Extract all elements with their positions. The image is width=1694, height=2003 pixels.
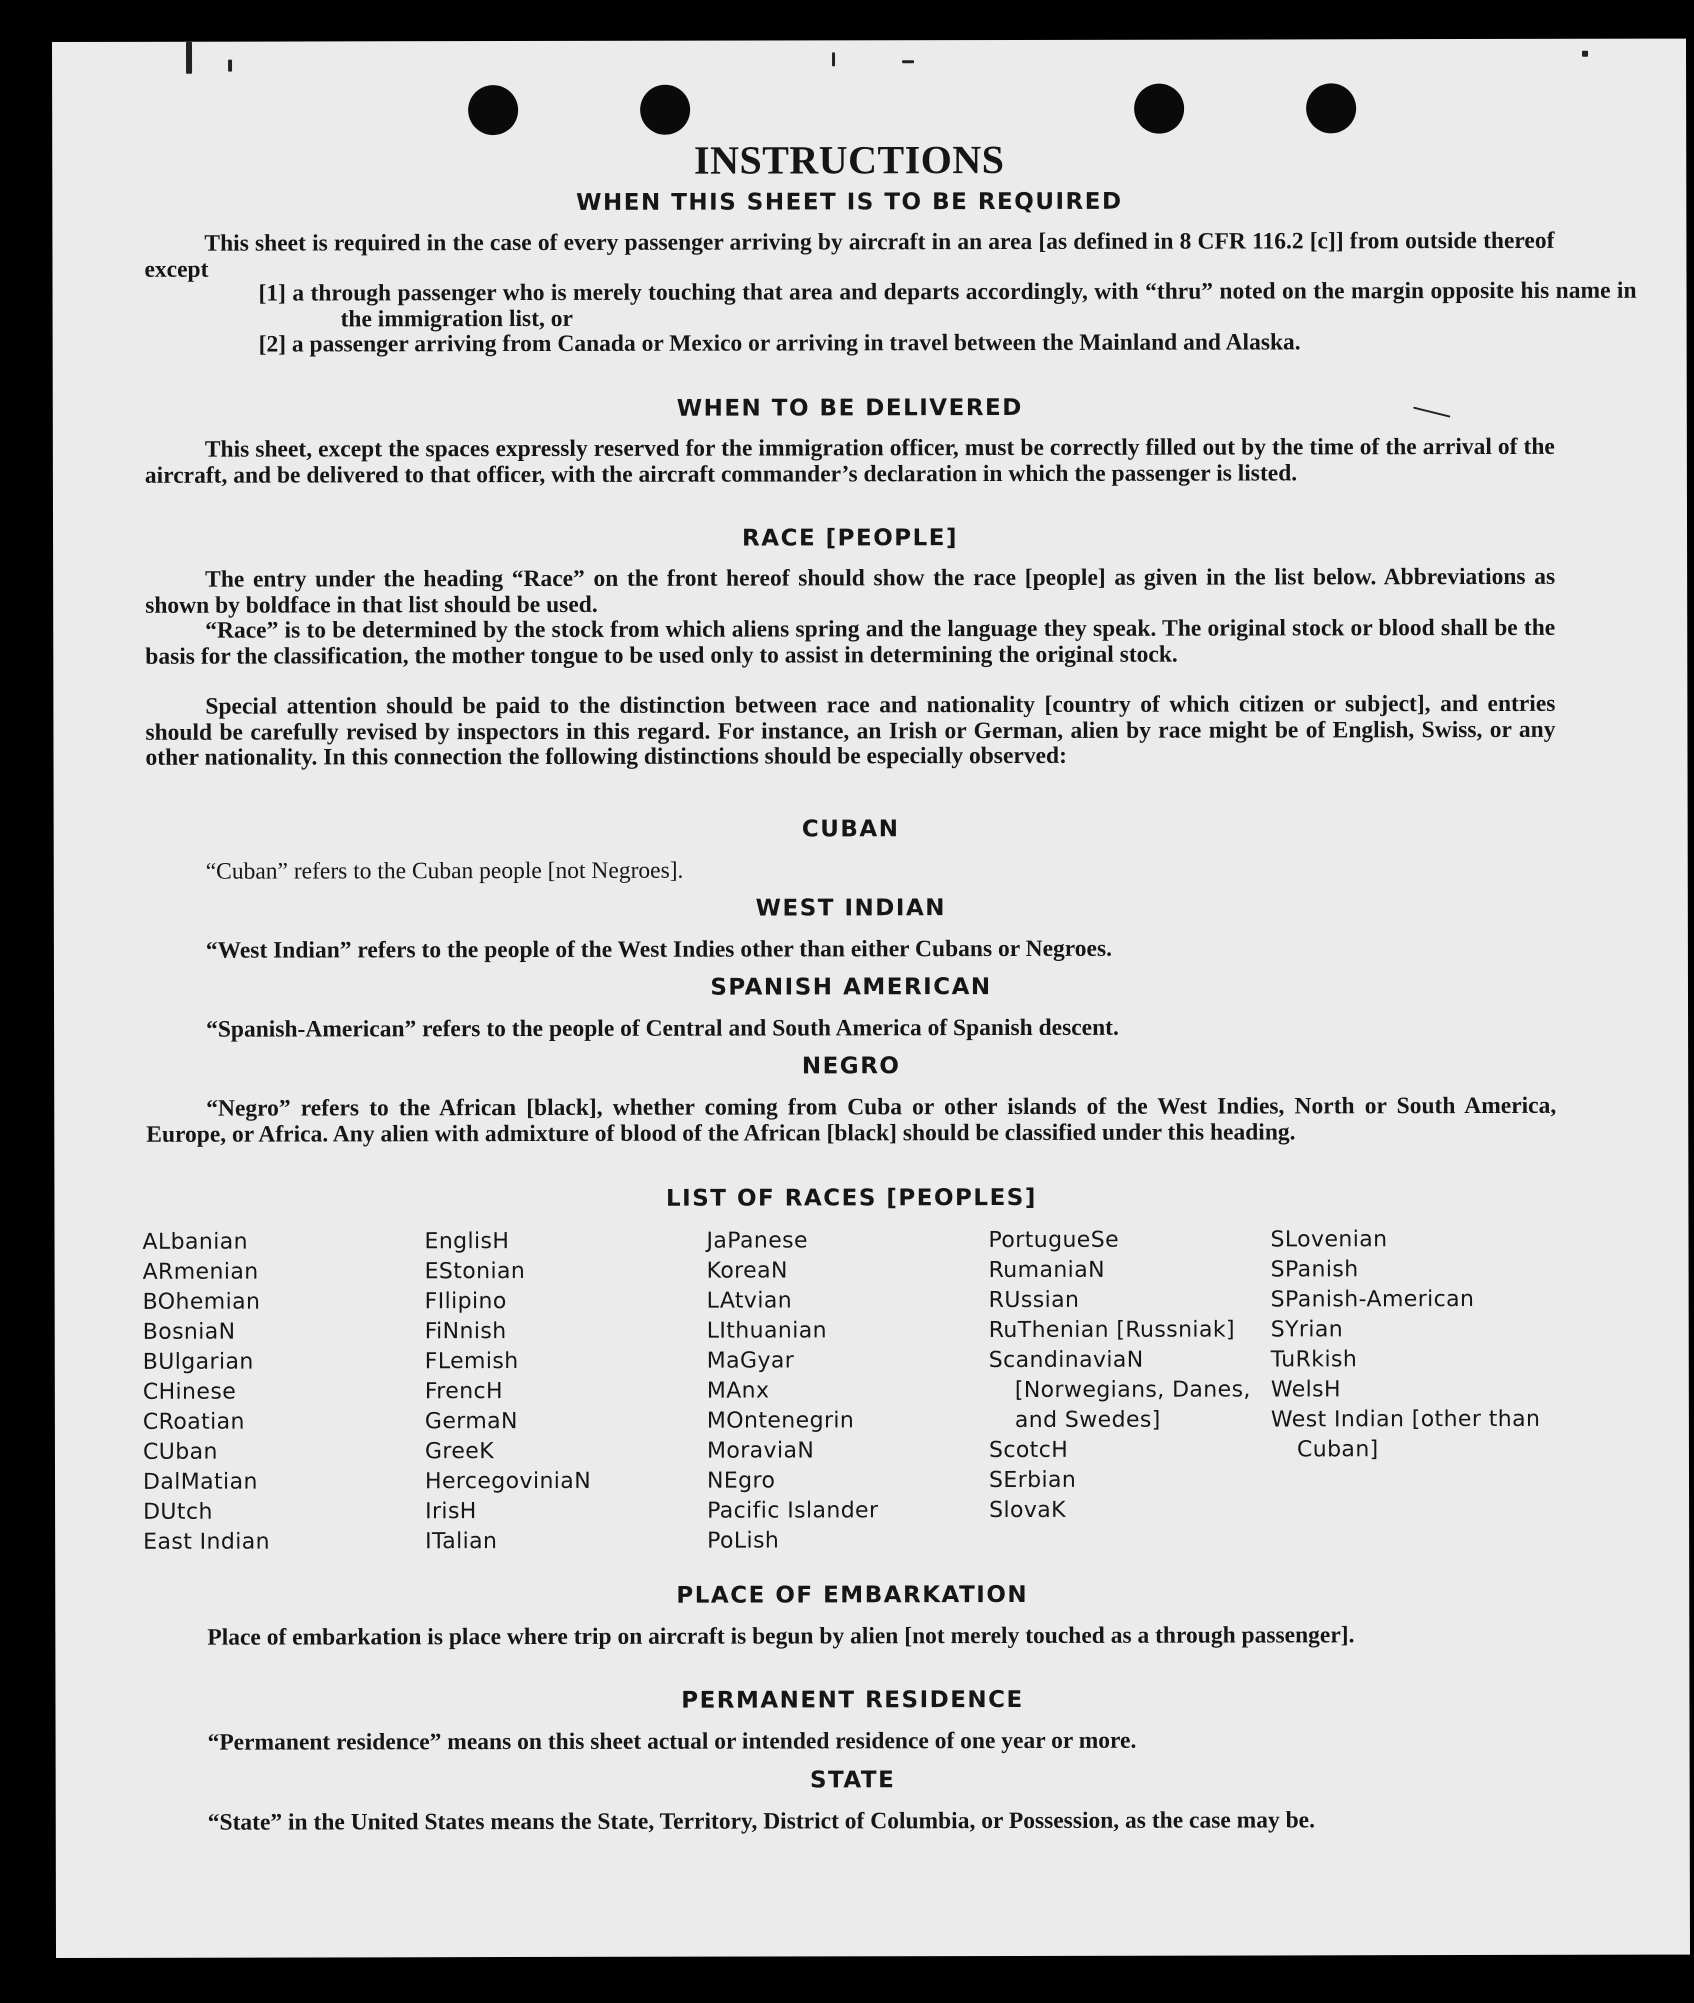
west-indian-text: “West Indian” refers to the people of the West Indies other than either Cubans or Negroes. [205,935,1112,964]
race-item: DUtch [143,1499,213,1525]
race-item: ALbanian [142,1229,248,1255]
race-item: GermaN [424,1409,518,1435]
race-column-5 [1270,1225,1551,1466]
heading-required: WHEN THIS SHEET IS TO BE REQUIRED [576,188,1123,216]
spanish-american-text: “Spanish-American” refers to the people of Central and South America of Spanish descent. [206,1014,1119,1043]
heading-state: STATE [809,1767,896,1794]
exception-item-1: [1] a through passenger who is merely touching that area and departs accordingly, with “thru” noted on the margin opposite his name in the immigration list, or [258,277,1637,332]
race-item: BosniaN [142,1319,236,1345]
race-column-2 [424,1227,695,1558]
exception-item-2: [2] a passenger arriving from Canada or Mexico or arriving in travel between the Mainland and Alaska. [258,329,1301,358]
instruction-sheet [52,39,1690,1958]
race-item: SlovaK [989,1497,1066,1524]
race-item: CRoatian [142,1409,245,1435]
heading-cuban: CUBAN [801,816,900,843]
scan-mark [902,60,914,63]
race-item: EStonian [424,1259,526,1285]
race-item: FrencH [424,1379,503,1405]
race-item: East Indian [143,1529,270,1555]
state-text: “State” in the United States means the State, Territory, District of Columbia, or Possession, as the case may be. [207,1807,1316,1836]
scan-mark [832,52,835,66]
heading-race: RACE [PEOPLE] [742,525,959,552]
race-item: BUlgarian [142,1349,254,1375]
race-item: SLovenian [1270,1227,1388,1253]
race-item: ARmenian [142,1259,259,1285]
race-item: ScandinaviaN [Norwegians, Danes, and Swedes] [988,1347,1251,1433]
race-item: RuThenian [Russniak] [988,1317,1235,1344]
race-item: ITalian [425,1529,498,1555]
race-item: ScotcH [988,1437,1069,1464]
race-item: RumaniaN [988,1257,1105,1284]
race-item: CUban [142,1439,218,1465]
race-item: BOhemian [142,1289,261,1315]
race-item: EnglisH [424,1229,510,1255]
race-item: FiNnish [424,1319,507,1345]
race-paragraph-3: Special attention should be paid to the distinction between race and nationality [country of which citizen or subject], and entries should be carefully revised by inspectors in this regard. For instance, an Irish or German, alien by race might be of English, Swiss, or any other nationality. In this connection the following distinctions should be especially observed: [145,690,1556,771]
race-item: DalMatian [142,1469,258,1495]
race-item: IrisH [425,1499,477,1525]
race-item: PortugueSe [988,1227,1120,1254]
required-intro: This sheet is required in the case of every passenger arriving by aircraft in an area [as defined in 8 CFR 116.2 [c]] from outside thereof except [144,227,1555,283]
punch-hole [640,85,690,135]
race-item: FIlipino [424,1289,507,1315]
race-item: NEgro [706,1468,776,1494]
embarkation-text: Place of embarkation is place where trip on aircraft is begun by alien [not merely touched as a through passenger]. [207,1622,1355,1651]
heading-embarkation: PLACE OF EMBARKATION [676,1581,1029,1609]
race-item: SPanish [1270,1257,1359,1283]
race-item: HercegoviniaN [424,1468,592,1495]
scan-mark [228,60,232,72]
race-item: SYrian [1270,1317,1344,1343]
race-item: MAnx [706,1378,770,1404]
punch-hole [1134,84,1184,134]
race-item: West Indian [other than Cuban] [1270,1406,1541,1463]
heading-delivered: WHEN TO BE DELIVERED [676,394,1023,422]
heading-west-indian: WEST INDIAN [755,895,947,922]
race-item: PoLish [707,1528,780,1554]
race-item: LAtvian [706,1288,793,1314]
scan-mark [1582,51,1588,57]
race-paragraph-1: The entry under the heading “Race” on the front hereof should show the race [people] as given in the list below. Abbreviations as shown by boldface in that list should be used. [145,563,1556,619]
delivered-text: This sheet, except the spaces expressly reserved for the immigration officer, must be correctly filled out by the time of the arrival of the aircraft, and be delivered to that officer, with the aircraft commander’s declaration in which the passenger is listed. [144,433,1555,489]
heading-permanent-residence: PERMANENT RESIDENCE [681,1686,1024,1714]
heading-list-of-races: LIST OF RACES [PEOPLES] [665,1184,1037,1212]
race-item: WelsH [1270,1377,1341,1403]
race-column-3 [706,1226,977,1557]
scan-mark [186,42,192,74]
residence-text: “Permanent residence” means on this sheet actual or intended residence of one year or more. [207,1727,1137,1756]
punch-hole [1306,83,1356,133]
race-paragraph-2: “Race” is to be determined by the stock from which aliens spring and the language they speak. The original stock or blood shall be the basis for the classification, the mother tongue to be used only to assist in determining the original stock. [145,614,1556,670]
race-item: SPanish-American [1270,1287,1475,1313]
page-title: INSTRUCTIONS [693,137,1005,183]
race-item: MoraviaN [706,1438,815,1464]
race-item: LIthuanian [706,1318,827,1344]
race-column-1 [142,1227,413,1558]
race-item: KoreaN [706,1258,788,1284]
heading-spanish-american: SPANISH AMERICAN [710,974,992,1001]
race-item: Pacific Islander [707,1498,879,1524]
race-item: SErbian [988,1467,1077,1494]
race-item: RUssian [988,1287,1080,1314]
cuban-text: “Cuban” refers to the Cuban people [not Negroes]. [205,857,684,885]
race-item: MOntenegrin [706,1408,855,1434]
race-item: GreeK [424,1439,495,1465]
race-item: JaPanese [706,1228,808,1254]
race-item: MaGyar [706,1348,795,1374]
race-item: TuRkish [1270,1347,1358,1373]
punch-hole [468,85,518,135]
heading-negro: NEGRO [801,1053,901,1080]
negro-text: “Negro” refers to the African [black], whether coming from Cuba or other islands of the West Indies, North or South America, Europe, or Africa. Any alien with admixture of blood of the African [black] should be classified under this heading. [146,1092,1557,1148]
race-item: CHinese [142,1379,237,1405]
race-column-4 [988,1225,1251,1526]
race-item: FLemish [424,1349,519,1375]
